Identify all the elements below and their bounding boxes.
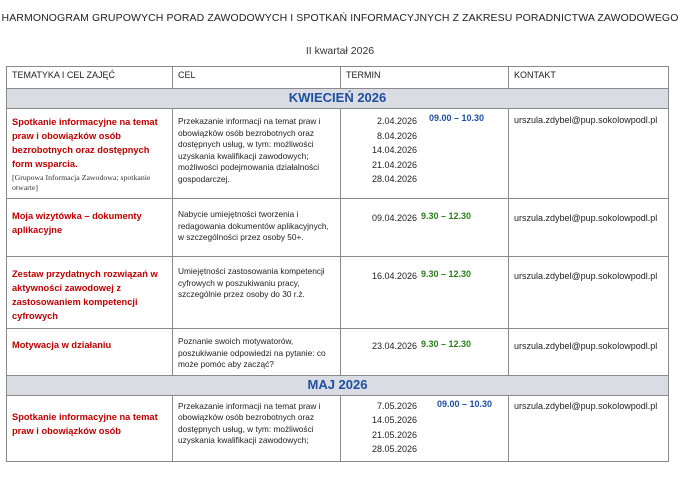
term-cell xyxy=(341,395,509,461)
date-item: 7.05.2026 xyxy=(376,400,417,411)
contact-cell: urszula.zdybel@pup.sokolowpodl.pl xyxy=(509,109,669,199)
date-item: 14.05.2026 xyxy=(371,415,417,425)
contact-cell: urszula.zdybel@pup.sokolowpodl.pl xyxy=(509,395,669,461)
column-header-term: TERMIN xyxy=(341,67,509,89)
topic-cell xyxy=(7,329,173,376)
date-list xyxy=(345,114,417,187)
column-header-contact: KONTAKT xyxy=(509,67,669,89)
date-item: 28.05.2026 xyxy=(371,444,417,454)
time-range: 9.30 – 12.30 xyxy=(421,269,472,279)
document-title: HARMONOGRAM GRUPOWYCH PORAD ZAWODOWYCH I SPOTKAŃ INFORMACYJNYCH Z ZAKRESU PORADNICTWA ZAWODOWEGO xyxy=(1,12,679,24)
date-item: 28.04.2026 xyxy=(371,174,417,184)
document-subtitle: II kwartał 2026 xyxy=(305,45,375,57)
date-item: 8.04.2026 xyxy=(376,130,417,141)
table-row xyxy=(7,257,669,329)
month-label: KWIECIEŃ 2026 xyxy=(7,89,669,109)
topic-note: [Grupowa Informacja Zawodowa; spotkanie otwarte] xyxy=(12,173,151,192)
date-item: 23.04.2026 xyxy=(371,341,417,351)
term-cell xyxy=(341,257,509,329)
header-row xyxy=(7,67,669,89)
time-range: 9.30 – 12.30 xyxy=(421,339,472,349)
schedule-table xyxy=(6,66,669,462)
date-item: 16.04.2026 xyxy=(371,271,417,281)
time-range: 9.30 – 12.30 xyxy=(421,211,472,221)
date-list xyxy=(345,269,417,284)
topic-text: Zestaw przydatnych rozwiązań w aktywności zawodowej z zastosowaniem kompetencji cyfrowych xyxy=(12,269,158,321)
date-item: 21.04.2026 xyxy=(371,159,417,170)
month-row-may xyxy=(7,375,669,395)
topic-text: Motywacja w działaniu xyxy=(12,340,112,350)
table-row xyxy=(7,199,669,257)
date-list xyxy=(345,211,417,226)
date-list xyxy=(345,339,417,354)
contact-cell: urszula.zdybel@pup.sokolowpodl.pl xyxy=(509,329,669,376)
goal-cell: Umiejętności zastosowania kompetencji cyfrowych w poszukiwaniu pracy, szczególnie przez osoby do 30 r.ż. xyxy=(173,257,341,329)
table-row xyxy=(7,109,669,199)
table-row xyxy=(7,329,669,376)
contact-cell: urszula.zdybel@pup.sokolowpodl.pl xyxy=(509,257,669,329)
column-header-goal: CEL xyxy=(173,67,341,89)
column-header-topic: TEMATYKA I CEL ZAJĘĆ xyxy=(7,67,173,89)
contact-cell: urszula.zdybel@pup.sokolowpodl.pl xyxy=(509,199,669,257)
date-item: 21.05.2026 xyxy=(371,429,417,440)
topic-cell xyxy=(7,257,173,329)
date-item: 09.04.2026 xyxy=(371,213,417,223)
term-cell xyxy=(341,109,509,199)
term-cell xyxy=(341,199,509,257)
goal-cell: Przekazanie informacji na temat praw i obowiązków osób bezrobotnych oraz dostępnych usług, w tym: możliwości uzyskania kwalifikacji zawodowych; xyxy=(173,395,341,461)
topic-cell xyxy=(7,199,173,257)
table-row xyxy=(7,395,669,461)
time-range: 09.00 – 10.30 xyxy=(437,398,493,409)
topic-text: Spotkanie informacyjne na temat praw i obowiązków osób bezrobotnych oraz dostępnych form wsparcia. xyxy=(12,117,158,169)
topic-cell xyxy=(7,109,173,199)
date-item: 2.04.2026 xyxy=(376,116,417,126)
term-cell xyxy=(341,329,509,376)
date-item: 14.04.2026 xyxy=(371,145,417,155)
topic-text: Spotkanie informacyjne na temat praw i obowiązków osób xyxy=(12,411,158,436)
date-list xyxy=(345,399,417,457)
goal-cell: Poznanie swoich motywatorów, poszukiwanie odpowiedzi na pytanie: co może pomóc aby zacząć? xyxy=(173,329,341,376)
topic-cell xyxy=(7,395,173,461)
goal-cell: Nabycie umiejętności tworzenia i redagowania dokumentów aplikacyjnych, w szczególności przez osoby 50+. xyxy=(173,199,341,257)
goal-cell: Przekazanie informacji na temat praw i obowiązków osób bezrobotnych oraz dostępnych usług, w tym: możliwości uzyskania kwalifikacji zawodowych; możliwości podejmowania działalności gospodarczej. xyxy=(173,109,341,199)
month-label: MAJ 2026 xyxy=(7,375,669,395)
topic-text: Moja wizytówka – dokumenty aplikacyjne xyxy=(12,211,142,235)
month-row-april xyxy=(7,89,669,109)
time-range: 09.00 – 10.30 xyxy=(429,113,485,123)
